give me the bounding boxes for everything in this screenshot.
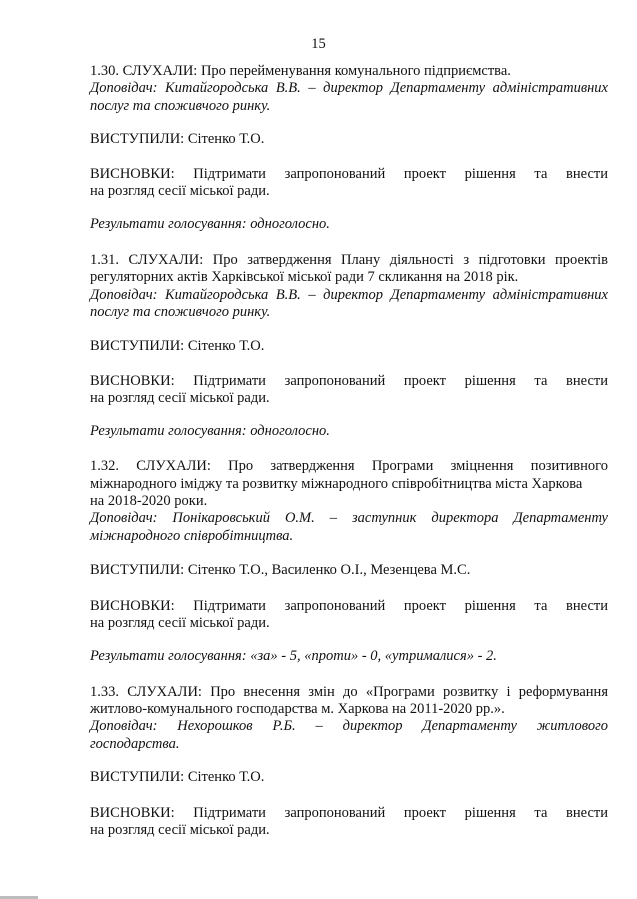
- item-1-31-reporter-cont: послуг та споживчого ринку.: [90, 304, 271, 320]
- item-1-32-heard-cont: міжнародного іміджу та розвитку міжнародного співробітництва міста Харкова: [90, 476, 583, 492]
- item-1-30-conclusion: ВИСНОВКИ: Підтримати запропонований проект рішення та внести: [90, 166, 608, 182]
- item-1-33-speakers: ВИСТУПИЛИ: Сітенко Т.О.: [90, 769, 265, 785]
- item-1-31-reporter: Доповідач: Китайгородська В.В. – директор Департаменту адміністративних: [90, 287, 608, 303]
- item-1-32-speakers: ВИСТУПИЛИ: Сітенко Т.О., Василенко О.І., Мезенцева М.С.: [90, 562, 471, 578]
- item-1-31-heard: 1.31. СЛУХАЛИ: Про затвердження Плану діяльності з підготовки проектів: [90, 252, 608, 268]
- item-1-32-heard-cont-2: на 2018-2020 роки.: [90, 493, 208, 509]
- item-1-33-conclusion-cont: на розгляд сесії міської ради.: [90, 822, 270, 838]
- item-1-32-conclusion-cont: на розгляд сесії міської ради.: [90, 615, 270, 631]
- item-1-31-vote: Результати голосування: одноголосно.: [90, 423, 330, 439]
- item-1-31-heard-cont: регуляторних актів Харківської міської ради 7 скликання на 2018 рік.: [90, 269, 519, 285]
- item-1-31-conclusion-cont: на розгляд сесії міської ради.: [90, 390, 270, 406]
- page-number: 15: [311, 36, 326, 52]
- item-1-30-reporter: Доповідач: Китайгородська В.В. – директор Департаменту адміністративних: [90, 80, 608, 96]
- item-1-32-vote: Результати голосування: «за» - 5, «проти» - 0, «утрималися» - 2.: [90, 648, 497, 664]
- item-1-33-conclusion: ВИСНОВКИ: Підтримати запропонований проект рішення та внести: [90, 805, 608, 821]
- item-1-32-reporter: Доповідач: Понікаровський О.М. – заступник директора Департаменту: [90, 510, 608, 526]
- item-1-32-heard: 1.32. СЛУХАЛИ: Про затвердження Програми зміцнення позитивного: [90, 458, 608, 474]
- item-1-31-conclusion: ВИСНОВКИ: Підтримати запропонований проект рішення та внести: [90, 373, 608, 389]
- item-1-30-speakers: ВИСТУПИЛИ: Сітенко Т.О.: [90, 131, 265, 147]
- item-1-32-conclusion: ВИСНОВКИ: Підтримати запропонований проект рішення та внести: [90, 598, 608, 614]
- item-1-31-speakers: ВИСТУПИЛИ: Сітенко Т.О.: [90, 338, 265, 354]
- item-1-30-heard: 1.30. СЛУХАЛИ: Про перейменування комунального підприємства.: [90, 63, 511, 79]
- item-1-30-vote: Результати голосування: одноголосно.: [90, 216, 330, 232]
- item-1-33-reporter: Доповідач: Нехорошков Р.Б. – директор Департаменту житлового: [90, 718, 608, 734]
- item-1-33-heard-cont: житлово-комунального господарства м. Харкова на 2011-2020 рр.».: [90, 701, 505, 717]
- item-1-30-reporter-cont: послуг та споживчого ринку.: [90, 98, 271, 114]
- item-1-33-reporter-cont: господарства.: [90, 736, 180, 752]
- item-1-32-reporter-cont: міжнародного співробітництва.: [90, 528, 294, 544]
- item-1-33-heard: 1.33. СЛУХАЛИ: Про внесення змін до «Програми розвитку і реформування: [90, 684, 608, 700]
- item-1-30-conclusion-cont: на розгляд сесії міської ради.: [90, 183, 270, 199]
